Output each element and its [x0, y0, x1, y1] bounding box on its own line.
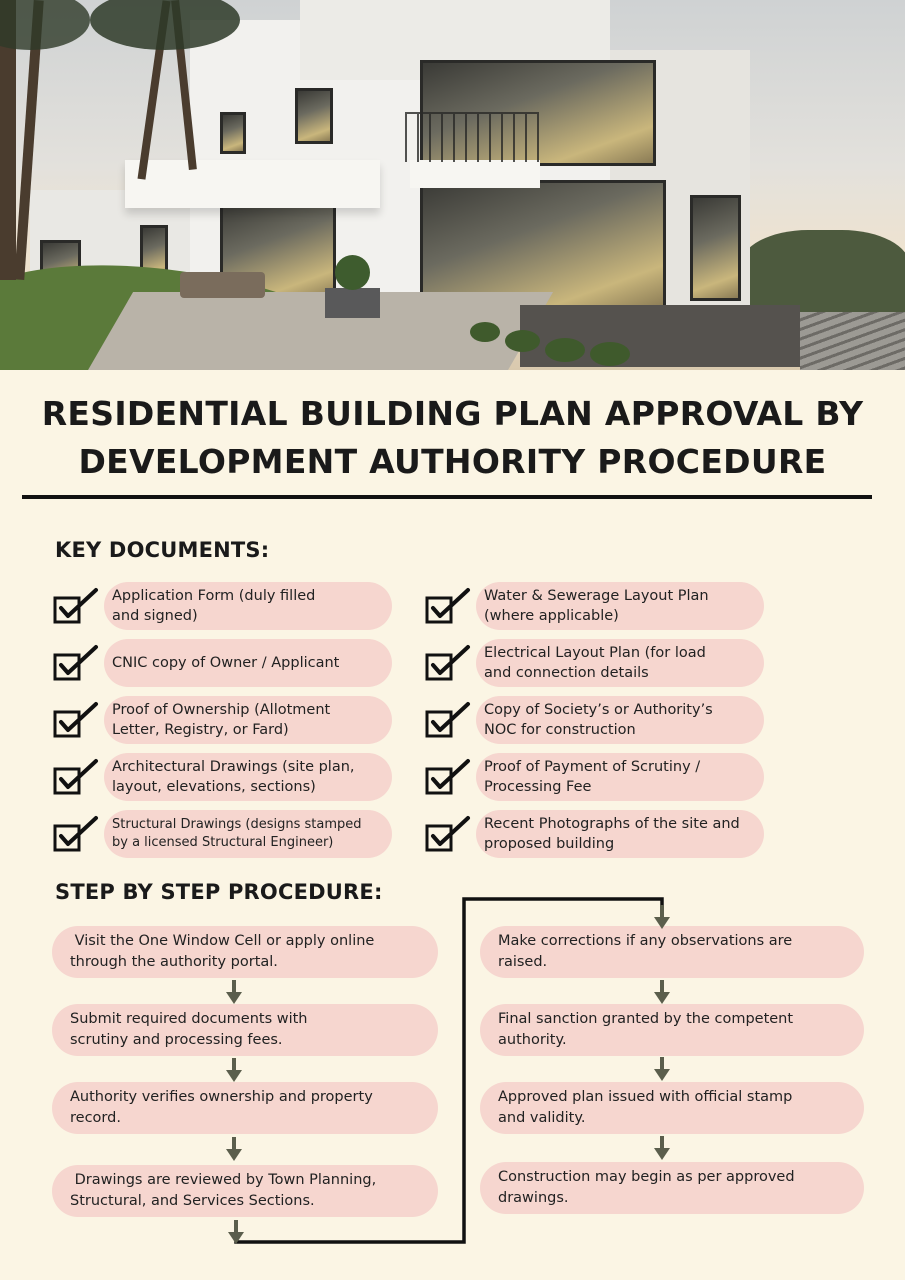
down-arrow-icon: [226, 980, 242, 1004]
document-text-line1: Copy of Society’s or Authority’s: [484, 702, 713, 718]
document-text-line1: CNIC copy of Owner / Applicant: [112, 655, 340, 671]
step-text-line1: Authority verifies ownership and property: [70, 1089, 373, 1105]
step-text-line2: raised.: [498, 954, 548, 970]
document-text-line1: Architectural Drawings (site plan,: [112, 759, 355, 775]
document-text-line1: Electrical Layout Plan (for load: [484, 645, 706, 661]
step-text-line1: Submit required documents with: [70, 1011, 308, 1027]
document-text-line2: by a licensed Structural Engineer): [112, 835, 334, 850]
procedure-step-right-2: [480, 1004, 864, 1056]
document-text-line2: layout, elevations, sections): [112, 779, 316, 795]
document-text-line1: Application Form (duly filled: [112, 588, 316, 604]
step-text-line1: Construction may begin as per approved: [498, 1169, 795, 1185]
procedure-step-right-1: [480, 926, 864, 978]
title-line-1: RESIDENTIAL BUILDING PLAN APPROVAL BY: [41, 394, 864, 433]
down-arrow-icon: [654, 1136, 670, 1160]
document-text-line1: Recent Photographs of the site and: [484, 816, 740, 832]
step-text-line1: Approved plan issued with official stamp: [498, 1089, 793, 1105]
document-text-line2: and connection details: [484, 665, 649, 681]
step-text-line1: Final sanction granted by the competent: [498, 1011, 794, 1027]
procedure-step-left-3: [52, 1082, 438, 1134]
document-text-line2: Processing Fee: [484, 779, 592, 795]
down-arrow-icon: [228, 1220, 244, 1244]
procedure-heading: STEP BY STEP PROCEDURE:: [55, 880, 383, 904]
down-arrow-icon: [226, 1058, 242, 1082]
document-text-line2: Letter, Registry, or Fard): [112, 722, 289, 738]
step-text-line2: Structural, and Services Sections.: [70, 1193, 315, 1209]
document-text-line1: Structural Drawings (designs stamped: [112, 817, 362, 832]
step-text-line2: scrutiny and processing fees.: [70, 1032, 283, 1048]
step-text-line1: Make corrections if any observations are: [498, 933, 793, 949]
document-text-line2: and signed): [112, 608, 198, 624]
procedure-step-left-2: [52, 1004, 438, 1056]
down-arrow-icon: [654, 980, 670, 1004]
document-text-line1: Water & Sewerage Layout Plan: [484, 588, 709, 604]
document-text-line2: NOC for construction: [484, 722, 636, 738]
step-text-line2: through the authority portal.: [70, 954, 278, 970]
step-text-line2: and validity.: [498, 1110, 586, 1126]
down-arrow-icon: [654, 905, 670, 929]
document-text-line2: (where applicable): [484, 608, 619, 624]
procedure-step-left-1: [52, 926, 438, 978]
step-text-line2: drawings.: [498, 1190, 569, 1206]
document-text-line1: Proof of Ownership (Allotment: [112, 702, 331, 718]
down-arrow-icon: [226, 1137, 242, 1161]
procedure-step-right-3: [480, 1082, 864, 1134]
step-text-line2: record.: [70, 1110, 121, 1126]
document-text-line1: Proof of Payment of Scrutiny /: [484, 759, 701, 775]
step-text-line1: Drawings are reviewed by Town Planning,: [70, 1172, 377, 1188]
down-arrow-icon: [654, 1057, 670, 1081]
procedure-step-right-4: [480, 1162, 864, 1214]
procedure-step-left-4: [52, 1165, 438, 1217]
step-text-line1: Visit the One Window Cell or apply online: [70, 933, 375, 949]
step-text-line2: authority.: [498, 1032, 567, 1048]
key-documents-heading: KEY DOCUMENTS:: [55, 538, 270, 562]
document-text-line2: proposed building: [484, 836, 615, 852]
title-line-2: DEVELOPMENT AUTHORITY PROCEDURE: [78, 442, 827, 481]
